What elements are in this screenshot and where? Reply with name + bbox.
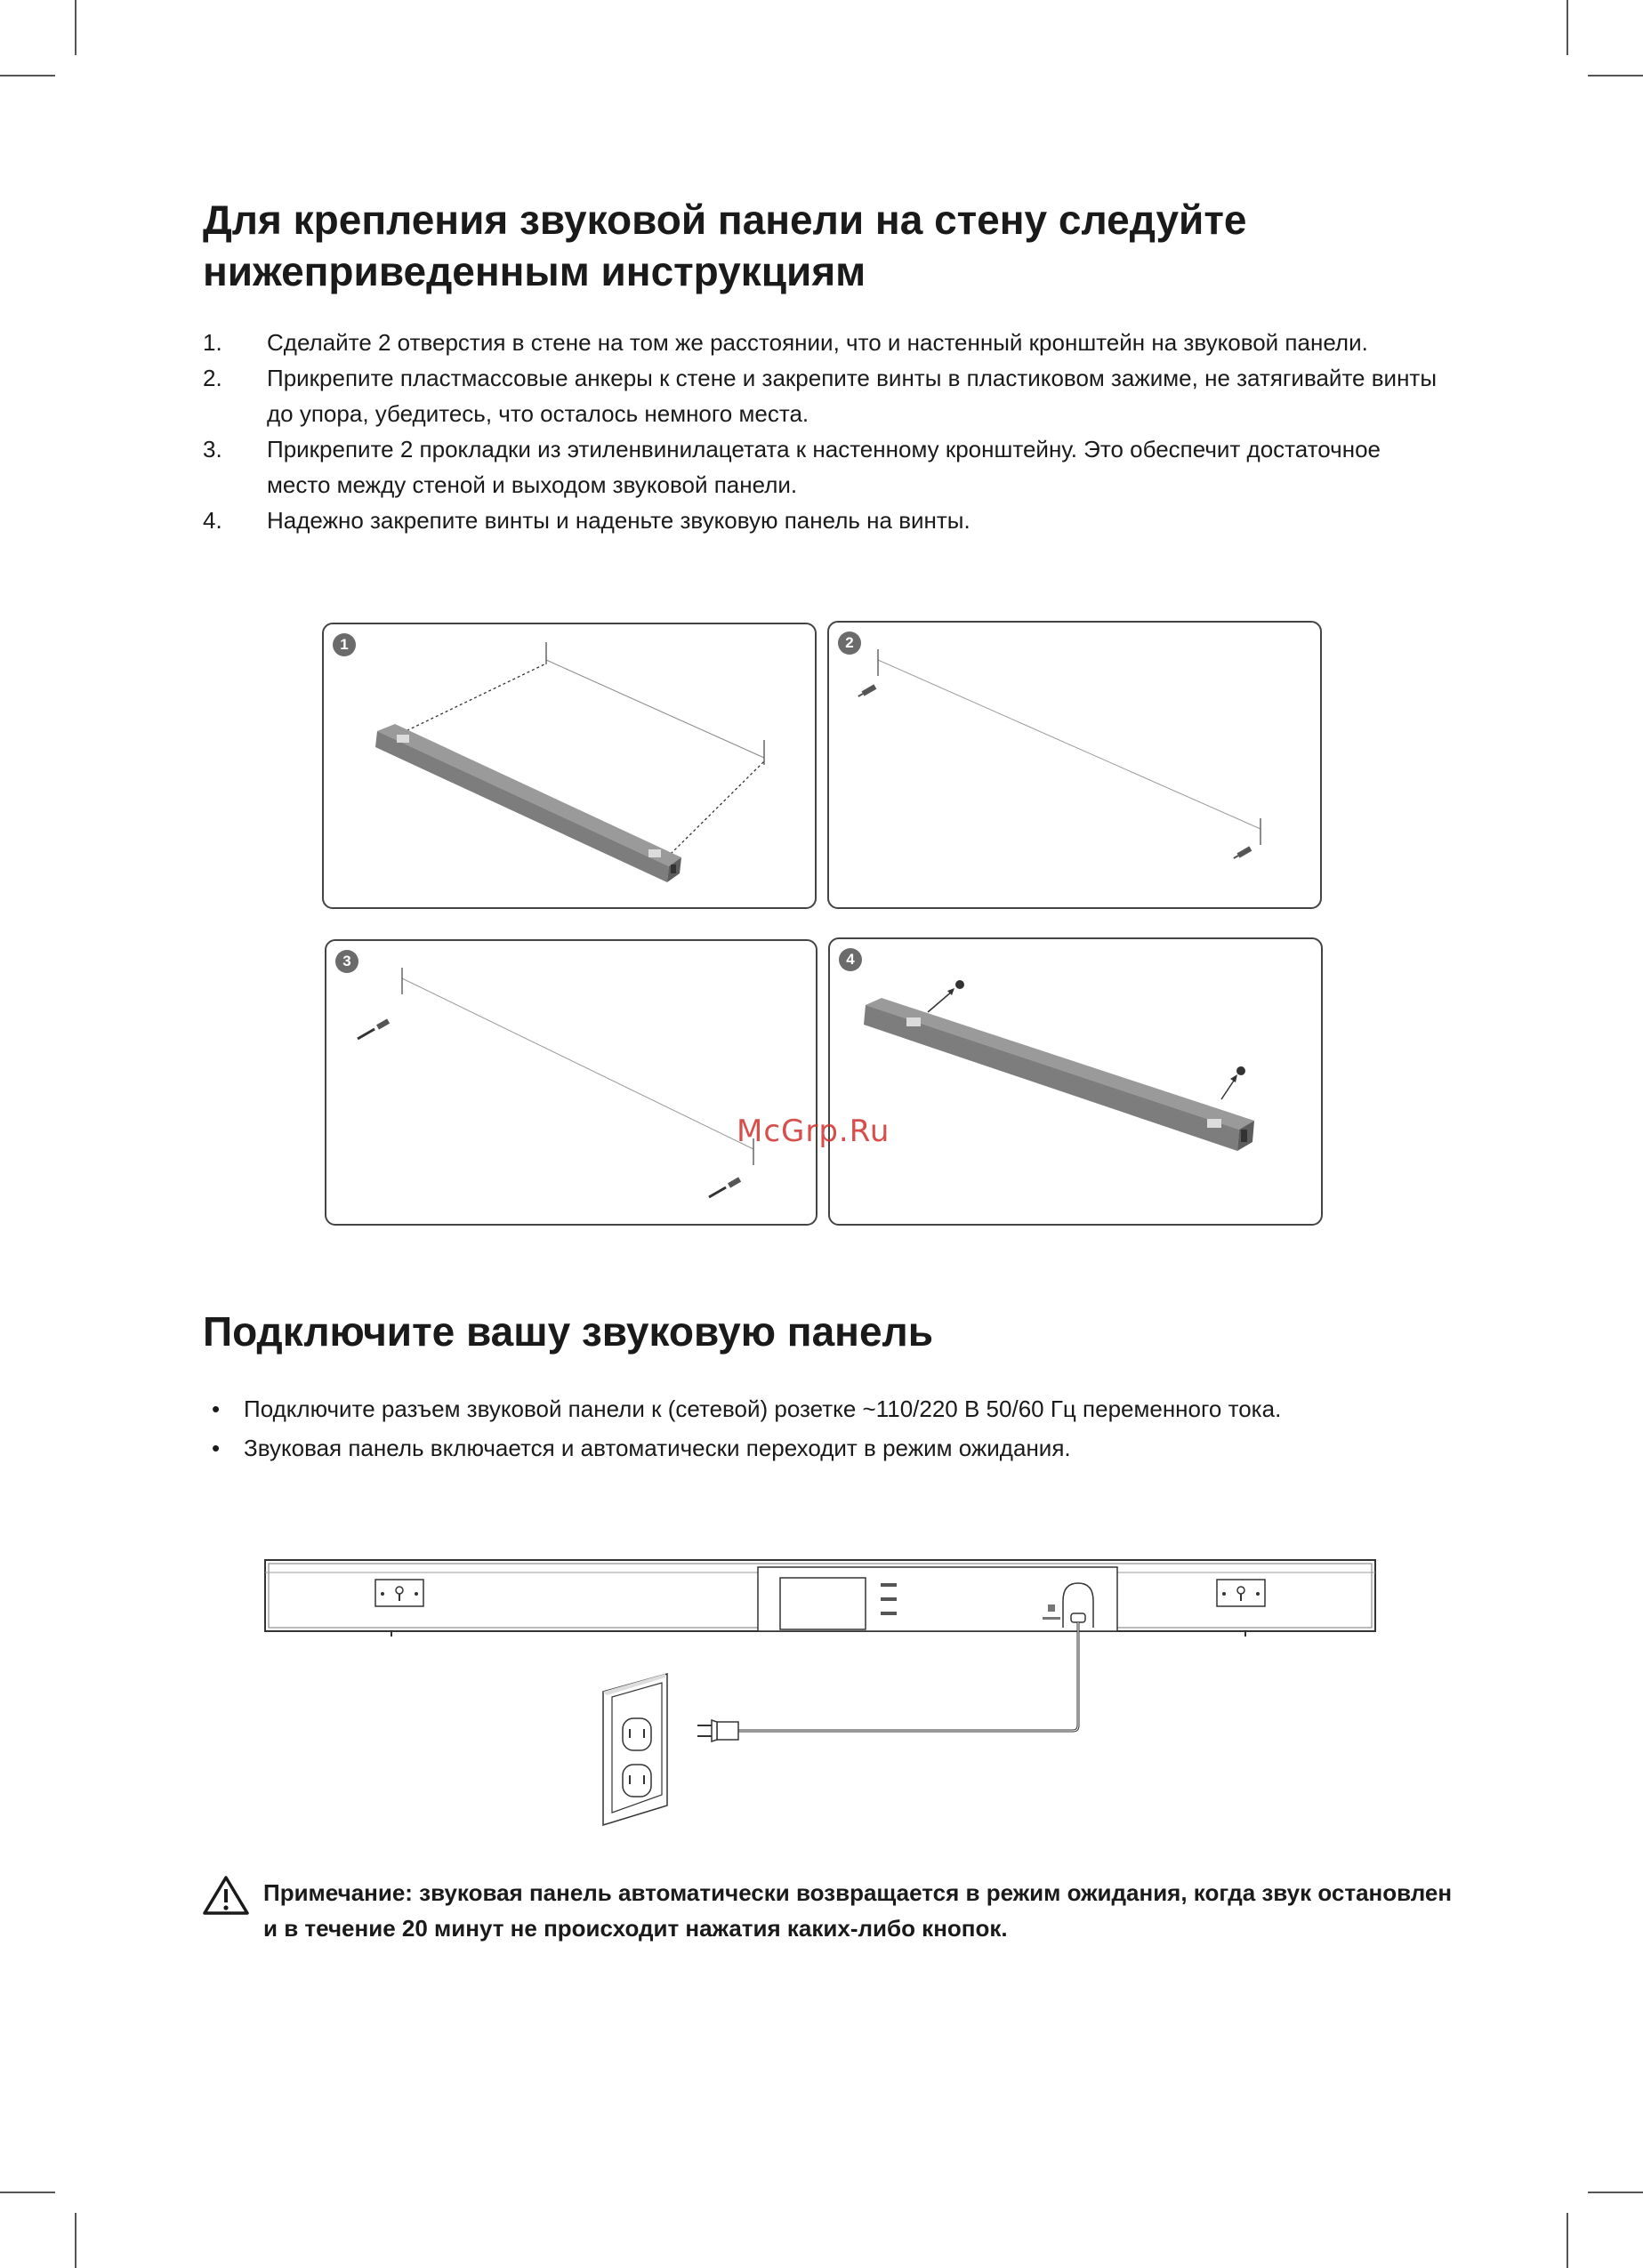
step-badge: 2 xyxy=(838,631,861,655)
connect-bullets xyxy=(203,1389,1493,1468)
step-badge: 4 xyxy=(839,948,862,971)
list-item: 4. Надежно закрепите винты и наденьте звуковую панель на винты. xyxy=(203,507,970,534)
crop-mark xyxy=(75,0,77,55)
figure-step-2 xyxy=(827,621,1322,909)
wall-anchors-illustration xyxy=(829,623,1320,907)
step-badge: 3 xyxy=(335,950,358,973)
crop-mark xyxy=(1566,2213,1568,2268)
figure-step-3 xyxy=(325,939,817,1226)
crop-mark xyxy=(1566,0,1568,55)
figure-step-1 xyxy=(322,623,817,909)
list-item: 1. Сделайте 2 отверстия в стене на том же расстоянии, что и настенный кронштейн на звуковой панели. xyxy=(203,329,1368,356)
figure-step-4 xyxy=(828,937,1323,1226)
connect-title: Подключите вашу звуковую панель xyxy=(203,1308,934,1355)
list-item: 3. Прикрепите 2 прокладки из этиленвинилацетата к настенному кронштейну. Это обеспечит достаточное место между стеной и выходом звуковой панели. xyxy=(203,436,1381,498)
crop-mark xyxy=(1588,2192,1643,2193)
crop-mark xyxy=(0,75,55,76)
list-item: 2. Прикрепите пластмассовые анкеры к стене и закрепите винты в пластиковом зажиме, не затягивайте винты до упора, убедитесь, что осталось немного места. xyxy=(203,365,1438,427)
install-steps xyxy=(203,325,1448,538)
crop-mark xyxy=(1588,75,1643,76)
note-text: Примечание: звуковая панель автоматически возвращается в режим ожидания, когда звук остановлен и в течение 20 минут не происходит нажатия каких-либо кнопок. xyxy=(263,1879,1453,1942)
watermark: McGrp.Ru xyxy=(737,1114,890,1149)
soundbar-wall-measure-illustration xyxy=(324,624,815,907)
install-title: Для крепления звуковой панели на стену следуйте нижеприведенным инструкциям xyxy=(203,197,1247,294)
step-badge: 1 xyxy=(333,633,356,656)
crop-mark xyxy=(0,2192,55,2193)
list-item: • Подключите разъем звуковой панели к (сетевой) розетке ~110/220 В 50/60 Гц переменного тока. xyxy=(203,1389,1493,1428)
list-item: • Звуковая панель включается и автоматически переходит в режим ожидания. xyxy=(203,1428,1493,1468)
warning-triangle-icon xyxy=(203,1875,249,1916)
soundbar-power-connection-diagram xyxy=(258,1548,1379,1841)
note-block xyxy=(203,1875,1466,1946)
screws-in-anchors-illustration xyxy=(326,941,816,1224)
crop-mark xyxy=(75,2213,77,2268)
soundbar-hang-on-screws-illustration xyxy=(830,939,1321,1224)
